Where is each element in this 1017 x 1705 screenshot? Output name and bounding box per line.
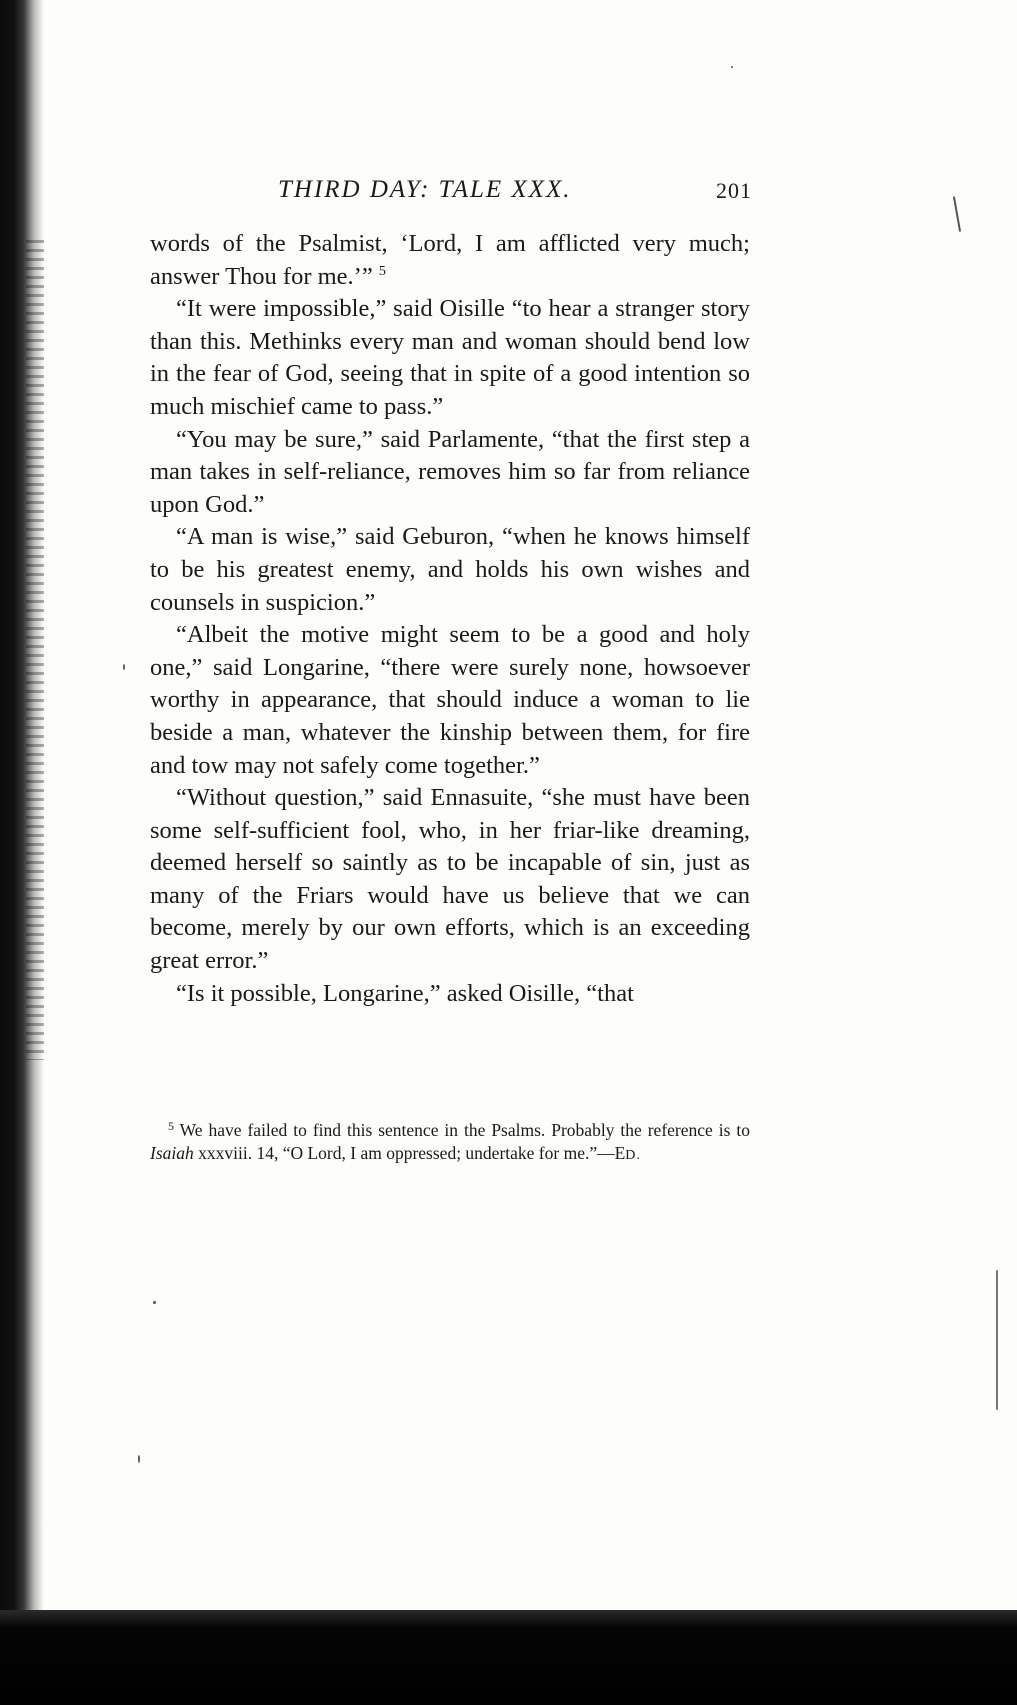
- footnote: [150, 1119, 750, 1167]
- footnote-number: 5: [168, 1119, 174, 1133]
- binding-edge: [0, 0, 44, 1705]
- running-header: [148, 176, 752, 216]
- paragraph: “Is it possible, Longarine,” asked Oisille, “that: [176, 979, 634, 1007]
- scan-speck: [153, 1301, 156, 1304]
- scan-speck: [123, 664, 125, 670]
- editor-abbrev: D.: [625, 1147, 641, 1163]
- scan-speck: [953, 196, 961, 232]
- scan-speck: [996, 1270, 998, 1410]
- page-number: 201: [716, 178, 752, 203]
- footnote-book: Isaiah: [150, 1142, 194, 1163]
- paragraph: “It were impossible,” said Oisille “to hear a stranger story than this. Methinks every man and woman should bend low in the fear of God, seeing that in spite of a good intention so much mischief came to pass.”: [150, 295, 750, 420]
- body-text: [150, 228, 750, 1010]
- footnote-text-end: xxxviii. 14, “O Lord, I am oppressed; undertake for me.”—E: [198, 1142, 626, 1163]
- paragraph: “Albeit the motive might seem to be a good and holy one,” said Longarine, “there were surely none, howsoever worthy in appearance, that should induce a woman to lie beside a man, whatever the kinship between them, for fire and tow may not safely come together.”: [150, 621, 750, 779]
- paragraph-text: words of the Psalmist, ‘Lord, I am afflicted very much; answer Thou for me.’”: [150, 230, 750, 290]
- scan-speck: [731, 66, 733, 68]
- scan-speck: [138, 1455, 140, 1463]
- running-head: THIRD DAY: TALE XXX.: [278, 176, 572, 203]
- paragraph: “You may be sure,” said Parlamente, “that the first step a man takes in self-reliance, removes him so far from reliance upon God.”: [150, 425, 750, 518]
- paragraph: [150, 228, 750, 293]
- paragraph: “Without question,” said Ennasuite, “she must have been some self-sufficient fool, who, in her friar-like dreaming, deemed herself so saintly as to be incapable of sin, just as many of the Friars would have us believe that we can become, merely by our own efforts, which is an exceeding great error.”: [150, 784, 750, 975]
- paragraph: “A man is wise,” said Geburon, “when he knows himself to be his greatest enemy, and holds his own wishes and counsels in suspicion.”: [150, 523, 750, 616]
- footnote-text: [150, 1119, 750, 1167]
- footnote-text-start: We have failed to find this sentence in the Psalms. Probably the reference is to: [179, 1120, 750, 1140]
- scan-bottom-edge: [0, 1610, 1017, 1705]
- footnote-ref: 5: [378, 263, 386, 279]
